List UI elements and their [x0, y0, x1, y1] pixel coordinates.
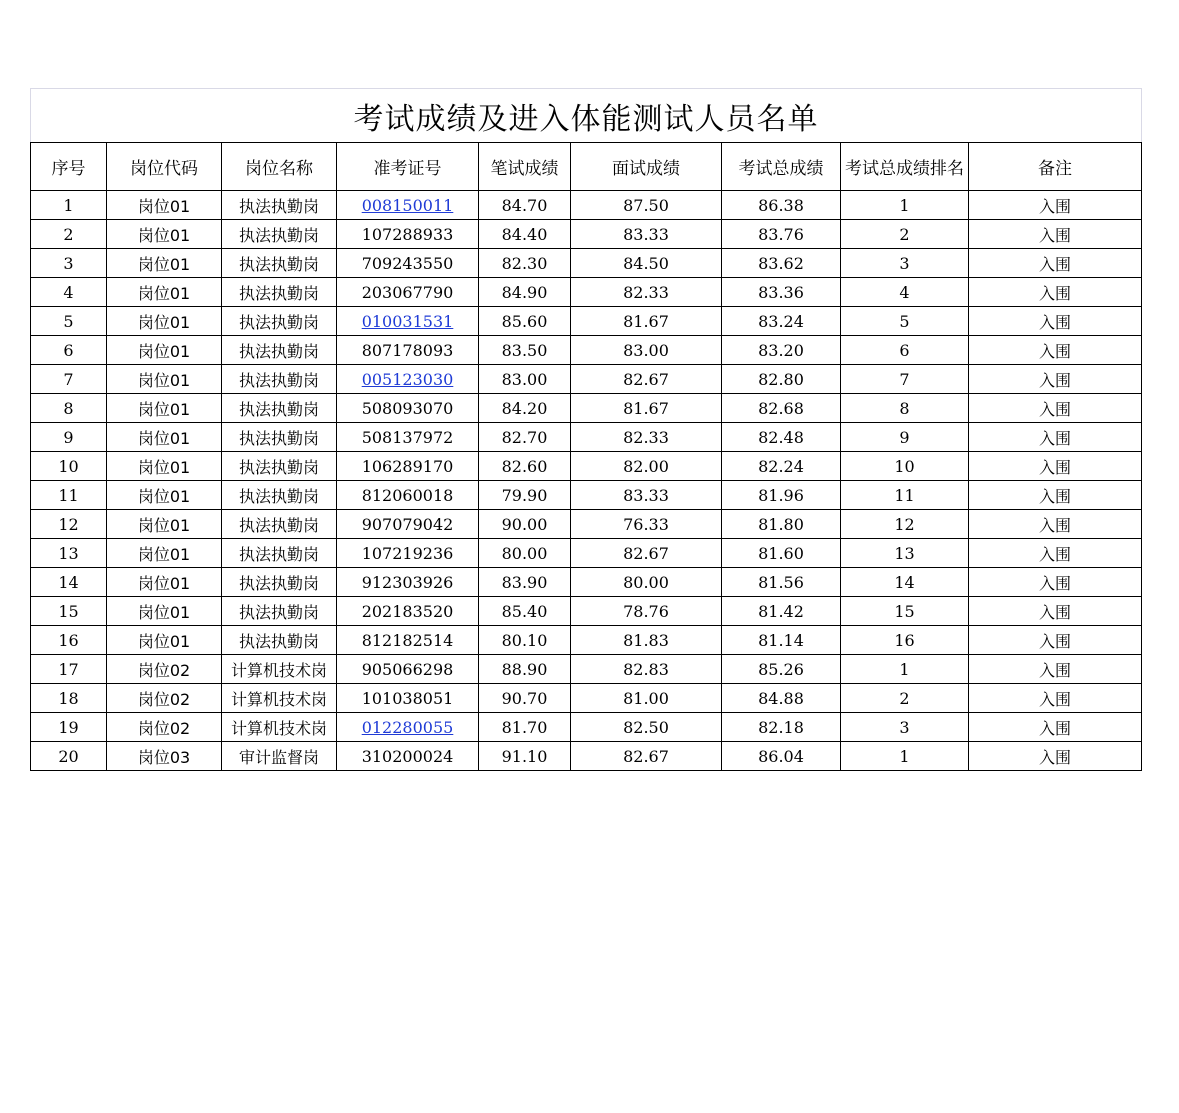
cell-interview-score: 83.00 — [571, 336, 722, 365]
cell-position-code: 岗位03 — [107, 742, 222, 771]
cell-ticket-number: 709243550 — [337, 249, 479, 278]
cell-interview-score: 84.50 — [571, 249, 722, 278]
cell-total-rank: 16 — [841, 626, 969, 655]
cell-interview-score: 81.67 — [571, 307, 722, 336]
cell-total-score: 86.38 — [722, 191, 841, 220]
cell-ticket-number: 101038051 — [337, 684, 479, 713]
cell-position-name: 执法执勤岗 — [222, 481, 337, 510]
cell-position-code: 岗位01 — [107, 220, 222, 249]
cell-serial: 4 — [31, 278, 107, 307]
cell-ticket-number: 812060018 — [337, 481, 479, 510]
header-position-code: 岗位代码 — [107, 143, 222, 191]
cell-interview-score: 82.67 — [571, 539, 722, 568]
cell-remark: 入围 — [969, 597, 1142, 626]
cell-serial: 18 — [31, 684, 107, 713]
cell-position-name: 执法执勤岗 — [222, 423, 337, 452]
cell-position-code: 岗位01 — [107, 191, 222, 220]
cell-position-name: 执法执勤岗 — [222, 539, 337, 568]
cell-written-score: 79.90 — [479, 481, 571, 510]
cell-total-score: 82.18 — [722, 713, 841, 742]
cell-remark: 入围 — [969, 307, 1142, 336]
cell-serial: 20 — [31, 742, 107, 771]
table-row — [31, 742, 1142, 771]
cell-total-rank: 6 — [841, 336, 969, 365]
cell-serial: 15 — [31, 597, 107, 626]
cell-serial: 1 — [31, 191, 107, 220]
cell-remark: 入围 — [969, 336, 1142, 365]
cell-remark: 入围 — [969, 220, 1142, 249]
cell-interview-score: 81.83 — [571, 626, 722, 655]
cell-remark: 入围 — [969, 191, 1142, 220]
cell-serial: 7 — [31, 365, 107, 394]
results-table — [30, 88, 1142, 771]
cell-remark: 入围 — [969, 249, 1142, 278]
cell-total-rank: 7 — [841, 365, 969, 394]
cell-written-score: 80.10 — [479, 626, 571, 655]
cell-interview-score: 76.33 — [571, 510, 722, 539]
cell-serial: 6 — [31, 336, 107, 365]
cell-remark: 入围 — [969, 394, 1142, 423]
cell-position-name: 计算机技术岗 — [222, 713, 337, 742]
cell-position-code: 岗位02 — [107, 655, 222, 684]
table-row — [31, 336, 1142, 365]
cell-position-code: 岗位01 — [107, 278, 222, 307]
cell-position-code: 岗位01 — [107, 539, 222, 568]
cell-serial: 11 — [31, 481, 107, 510]
cell-total-score: 83.24 — [722, 307, 841, 336]
cell-serial: 2 — [31, 220, 107, 249]
header-ticket-number: 准考证号 — [337, 143, 479, 191]
cell-total-score: 86.04 — [722, 742, 841, 771]
cell-interview-score: 80.00 — [571, 568, 722, 597]
cell-written-score: 80.00 — [479, 539, 571, 568]
cell-written-score: 84.90 — [479, 278, 571, 307]
cell-total-rank: 11 — [841, 481, 969, 510]
cell-total-score: 83.36 — [722, 278, 841, 307]
cell-position-name: 执法执勤岗 — [222, 626, 337, 655]
cell-position-code: 岗位02 — [107, 684, 222, 713]
cell-position-code: 岗位01 — [107, 626, 222, 655]
cell-interview-score: 82.00 — [571, 452, 722, 481]
cell-serial: 3 — [31, 249, 107, 278]
cell-written-score: 85.60 — [479, 307, 571, 336]
cell-total-rank: 8 — [841, 394, 969, 423]
cell-position-name: 执法执勤岗 — [222, 249, 337, 278]
cell-total-score: 82.48 — [722, 423, 841, 452]
cell-ticket-number: 905066298 — [337, 655, 479, 684]
cell-remark: 入围 — [969, 510, 1142, 539]
cell-position-name: 执法执勤岗 — [222, 597, 337, 626]
cell-total-score: 83.62 — [722, 249, 841, 278]
table-row — [31, 481, 1142, 510]
table-row — [31, 510, 1142, 539]
table-row — [31, 249, 1142, 278]
table-row — [31, 568, 1142, 597]
cell-total-score: 82.68 — [722, 394, 841, 423]
cell-position-name: 执法执勤岗 — [222, 307, 337, 336]
cell-written-score: 88.90 — [479, 655, 571, 684]
cell-written-score: 83.90 — [479, 568, 571, 597]
header-total-rank: 考试总成绩排名 — [841, 143, 969, 191]
table-row — [31, 191, 1142, 220]
cell-total-score: 81.56 — [722, 568, 841, 597]
cell-ticket-number: 202183520 — [337, 597, 479, 626]
cell-total-score: 83.20 — [722, 336, 841, 365]
cell-position-name: 计算机技术岗 — [222, 684, 337, 713]
table-row — [31, 713, 1142, 742]
header-interview-score: 面试成绩 — [571, 143, 722, 191]
cell-interview-score: 82.33 — [571, 423, 722, 452]
cell-serial: 19 — [31, 713, 107, 742]
cell-written-score: 85.40 — [479, 597, 571, 626]
cell-interview-score: 78.76 — [571, 597, 722, 626]
cell-ticket-number: 812182514 — [337, 626, 479, 655]
cell-ticket-number: 310200024 — [337, 742, 479, 771]
table-body — [31, 191, 1142, 771]
cell-serial: 9 — [31, 423, 107, 452]
cell-remark: 入围 — [969, 278, 1142, 307]
table-row — [31, 597, 1142, 626]
cell-ticket-number: 107288933 — [337, 220, 479, 249]
title-row — [31, 89, 1142, 143]
cell-written-score: 83.50 — [479, 336, 571, 365]
cell-position-name: 执法执勤岗 — [222, 336, 337, 365]
cell-interview-score: 82.83 — [571, 655, 722, 684]
cell-total-rank: 3 — [841, 713, 969, 742]
cell-position-code: 岗位01 — [107, 249, 222, 278]
cell-position-name: 执法执勤岗 — [222, 568, 337, 597]
cell-written-score: 81.70 — [479, 713, 571, 742]
cell-serial: 14 — [31, 568, 107, 597]
cell-position-code: 岗位01 — [107, 336, 222, 365]
cell-position-name: 执法执勤岗 — [222, 510, 337, 539]
table-row — [31, 452, 1142, 481]
cell-total-score: 84.88 — [722, 684, 841, 713]
cell-serial: 16 — [31, 626, 107, 655]
cell-position-name: 执法执勤岗 — [222, 220, 337, 249]
table-row — [31, 626, 1142, 655]
cell-position-code: 岗位01 — [107, 394, 222, 423]
cell-position-name: 执法执勤岗 — [222, 394, 337, 423]
cell-ticket-number: 107219236 — [337, 539, 479, 568]
cell-total-score: 81.80 — [722, 510, 841, 539]
cell-total-rank: 12 — [841, 510, 969, 539]
cell-ticket-number: 203067790 — [337, 278, 479, 307]
cell-remark: 入围 — [969, 423, 1142, 452]
cell-total-rank: 5 — [841, 307, 969, 336]
cell-written-score: 82.70 — [479, 423, 571, 452]
cell-remark: 入围 — [969, 713, 1142, 742]
cell-total-rank: 13 — [841, 539, 969, 568]
cell-written-score: 90.70 — [479, 684, 571, 713]
cell-ticket-number — [337, 307, 479, 336]
cell-total-score: 82.80 — [722, 365, 841, 394]
cell-written-score: 91.10 — [479, 742, 571, 771]
header-row — [31, 143, 1142, 191]
ticket-number-link[interactable]: 012280055 — [361, 717, 454, 737]
cell-total-score: 82.24 — [722, 452, 841, 481]
cell-position-code: 岗位01 — [107, 568, 222, 597]
ticket-number-link[interactable]: 010031531 — [361, 311, 454, 331]
header-remark: 备注 — [969, 143, 1142, 191]
cell-remark: 入围 — [969, 655, 1142, 684]
cell-interview-score: 81.00 — [571, 684, 722, 713]
cell-position-code: 岗位02 — [107, 713, 222, 742]
cell-interview-score: 81.67 — [571, 394, 722, 423]
cell-remark: 入围 — [969, 365, 1142, 394]
cell-remark: 入围 — [969, 539, 1142, 568]
cell-ticket-number: 508093070 — [337, 394, 479, 423]
score-sheet — [30, 88, 1141, 771]
cell-total-rank: 3 — [841, 249, 969, 278]
ticket-number-link[interactable]: 005123030 — [361, 369, 454, 389]
cell-position-name: 审计监督岗 — [222, 742, 337, 771]
cell-serial: 13 — [31, 539, 107, 568]
cell-total-rank: 10 — [841, 452, 969, 481]
cell-total-score: 85.26 — [722, 655, 841, 684]
cell-position-name: 执法执勤岗 — [222, 191, 337, 220]
cell-remark: 入围 — [969, 568, 1142, 597]
cell-written-score: 82.60 — [479, 452, 571, 481]
cell-position-name: 执法执勤岗 — [222, 365, 337, 394]
cell-written-score: 90.00 — [479, 510, 571, 539]
cell-remark: 入围 — [969, 742, 1142, 771]
cell-position-code: 岗位01 — [107, 365, 222, 394]
cell-remark: 入围 — [969, 626, 1142, 655]
cell-total-rank: 1 — [841, 655, 969, 684]
table-row — [31, 365, 1142, 394]
cell-position-name: 执法执勤岗 — [222, 278, 337, 307]
cell-serial: 10 — [31, 452, 107, 481]
cell-total-rank: 14 — [841, 568, 969, 597]
cell-interview-score: 82.33 — [571, 278, 722, 307]
cell-ticket-number — [337, 713, 479, 742]
cell-interview-score: 82.67 — [571, 742, 722, 771]
table-row — [31, 655, 1142, 684]
cell-remark: 入围 — [969, 684, 1142, 713]
header-total-score: 考试总成绩 — [722, 143, 841, 191]
cell-position-code: 岗位01 — [107, 481, 222, 510]
cell-ticket-number: 106289170 — [337, 452, 479, 481]
cell-ticket-number: 508137972 — [337, 423, 479, 452]
cell-total-rank: 1 — [841, 191, 969, 220]
cell-total-rank: 4 — [841, 278, 969, 307]
cell-total-score: 81.14 — [722, 626, 841, 655]
cell-ticket-number: 912303926 — [337, 568, 479, 597]
cell-total-rank: 15 — [841, 597, 969, 626]
cell-total-score: 81.42 — [722, 597, 841, 626]
cell-ticket-number — [337, 191, 479, 220]
cell-written-score: 84.40 — [479, 220, 571, 249]
cell-interview-score: 83.33 — [571, 220, 722, 249]
cell-ticket-number: 907079042 — [337, 510, 479, 539]
cell-position-name: 执法执勤岗 — [222, 452, 337, 481]
cell-total-score: 81.60 — [722, 539, 841, 568]
cell-position-code: 岗位01 — [107, 452, 222, 481]
cell-serial: 5 — [31, 307, 107, 336]
cell-serial: 17 — [31, 655, 107, 684]
cell-total-rank: 2 — [841, 684, 969, 713]
cell-interview-score: 87.50 — [571, 191, 722, 220]
cell-position-code: 岗位01 — [107, 597, 222, 626]
cell-written-score: 84.70 — [479, 191, 571, 220]
table-row — [31, 684, 1142, 713]
cell-written-score: 84.20 — [479, 394, 571, 423]
cell-interview-score: 82.50 — [571, 713, 722, 742]
cell-ticket-number: 807178093 — [337, 336, 479, 365]
cell-ticket-number — [337, 365, 479, 394]
header-written-score: 笔试成绩 — [479, 143, 571, 191]
cell-position-code: 岗位01 — [107, 423, 222, 452]
cell-total-score: 83.76 — [722, 220, 841, 249]
cell-total-score: 81.96 — [722, 481, 841, 510]
cell-remark: 入围 — [969, 452, 1142, 481]
table-row — [31, 307, 1142, 336]
cell-serial: 12 — [31, 510, 107, 539]
cell-total-rank: 1 — [841, 742, 969, 771]
cell-total-rank: 2 — [841, 220, 969, 249]
table-row — [31, 220, 1142, 249]
cell-position-code: 岗位01 — [107, 510, 222, 539]
cell-interview-score: 83.33 — [571, 481, 722, 510]
cell-position-code: 岗位01 — [107, 307, 222, 336]
cell-remark: 入围 — [969, 481, 1142, 510]
header-serial: 序号 — [31, 143, 107, 191]
cell-written-score: 83.00 — [479, 365, 571, 394]
cell-interview-score: 82.67 — [571, 365, 722, 394]
cell-written-score: 82.30 — [479, 249, 571, 278]
ticket-number-link[interactable]: 008150011 — [361, 195, 454, 215]
cell-serial: 8 — [31, 394, 107, 423]
table-row — [31, 539, 1142, 568]
page-title: 考试成绩及进入体能测试人员名单 — [31, 89, 1142, 143]
table-row — [31, 394, 1142, 423]
header-position-name: 岗位名称 — [222, 143, 337, 191]
cell-position-name: 计算机技术岗 — [222, 655, 337, 684]
cell-total-rank: 9 — [841, 423, 969, 452]
table-row — [31, 423, 1142, 452]
table-row — [31, 278, 1142, 307]
